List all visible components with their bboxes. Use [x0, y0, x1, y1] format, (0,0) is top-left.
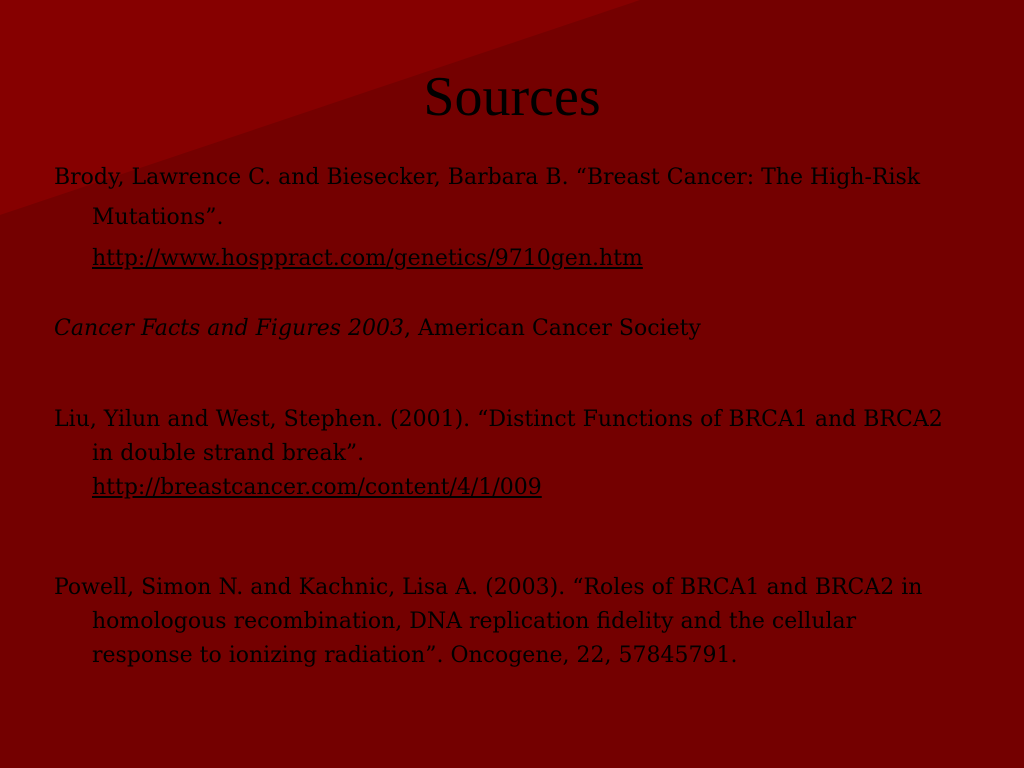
reference-text: Liu, Yilun and West, Stephen. (2001). “Distinct Functions of BRCA1 and BRCA2 in double strand break”. [54, 407, 943, 466]
slide-title: Sources [423, 66, 601, 128]
reference-list [54, 158, 954, 673]
reference-link[interactable]: http://breastcancer.com/content/4/1/009 [92, 475, 542, 500]
reference-item [54, 571, 954, 673]
reference-title-italic: Cancer Facts and Figures 2003 [54, 316, 405, 341]
reference-text: Powell, Simon N. and Kachnic, Lisa A. (2003). “Roles of BRCA1 and BRCA2 in homologous recombination, DNA replication fidelity and the cellular response to ionizing radiation”. Oncogene, 22, 57845791. [54, 575, 923, 668]
reference-text: , American Cancer Society [404, 316, 701, 341]
reference-text: Brody, Lawrence C. and Biesecker, Barbara B. “Breast Cancer: The High-Risk Mutations”. [54, 165, 921, 230]
reference-item [54, 403, 954, 505]
reference-item [54, 158, 954, 279]
reference-link[interactable]: http://www.hosppract.com/genetics/9710gen.htm [92, 246, 643, 271]
reference-item [54, 312, 954, 346]
